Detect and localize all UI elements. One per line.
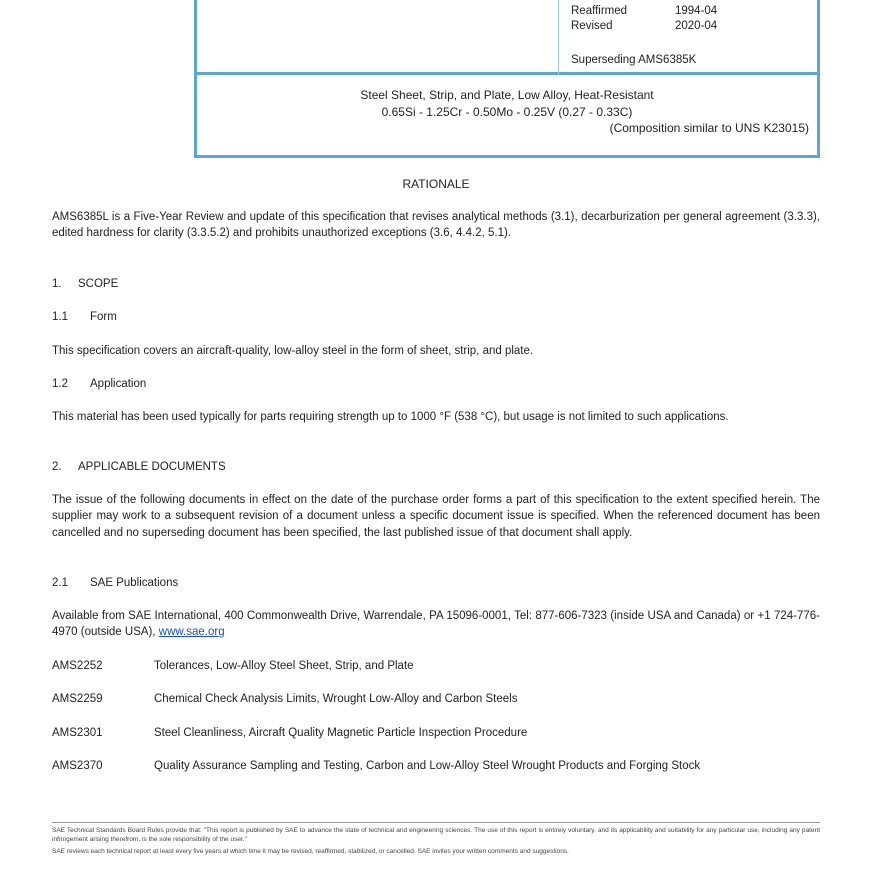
section-number: 2.: [52, 461, 62, 473]
document-header-box: [194, 0, 820, 158]
section-title: APPLICABLE DOCUMENTS: [78, 461, 226, 473]
section-heading-scope: [52, 276, 118, 292]
section-title: Form: [90, 311, 117, 323]
sae-website-link[interactable]: www.sae.org: [158, 626, 225, 639]
header-top-section: [197, 0, 817, 75]
document-list-item: [52, 691, 820, 707]
applicable-documents-text: The issue of the following documents in effect on the date of the purchase order forms a part of this specification to the extent specified herein. The supplier may work to a subsequent revision of a document unless a specific document issue is specified. When the referenced document has been cancelled and no superseding document has been specified, the last published issue of that document shall apply.: [52, 494, 820, 539]
header-left-cell: [197, 0, 559, 75]
section-number: 2.1: [52, 577, 68, 589]
form-text: This specification covers an aircraft-quality, low-alloy steel in the form of sheet, strip, and plate.: [52, 345, 534, 357]
page-footer: [52, 822, 820, 859]
date-row-reaffirmed: [571, 3, 717, 18]
date-row-revised: [571, 18, 717, 33]
section-title: Application: [90, 378, 147, 390]
application-text: This material has been used typically for parts requiring strength up to 1000 °F (538 °C), but usage is not limited to such applications.: [52, 411, 729, 423]
title-line: 0.65Si - 1.25Cr - 0.50Mo - 0.25V (0.27 - 0.33C): [381, 104, 633, 119]
date-value: 2020-04: [675, 20, 718, 32]
title-line: Steel Sheet, Strip, and Plate, Low Alloy, Heat-Resistant: [360, 88, 654, 102]
specification-title: [197, 87, 817, 137]
section-title: SAE Publications: [90, 577, 179, 589]
section-heading-sae-publications: [52, 575, 178, 591]
sae-address: Available from SAE International, 400 Commonwealth Drive, Warrendale, PA 15096-0001, Tel: 877-606-7323 (inside USA and Canada) or +1 724-776-4970 (outside USA),: [52, 610, 820, 639]
document-title: Chemical Check Analysis Limits, Wrought Low-Alloy and Carbon Steels: [154, 693, 518, 705]
document-id: AMS2370: [52, 760, 103, 772]
sae-publications-text: [52, 608, 820, 641]
document-title: Steel Cleanliness, Aircraft Quality Magnetic Particle Inspection Procedure: [154, 727, 528, 739]
rationale-text: AMS6385L is a Five-Year Review and update of this specification that revises analytical methods (3.1), decarburization per general agreement (3.3.3), edited hardness for clarity (3.3.5.2) and prohibits unauthorized exceptions (3.6, 4.4.2, 5.1).: [52, 211, 820, 240]
section-heading-application: [52, 376, 146, 392]
footer-review-note: SAE reviews each technical report at least every five years at which time it may be revised, reaffirmed, stabilized, or cancelled. SAE invites your written comments and suggestions.: [52, 847, 569, 855]
section-number: 1.2: [52, 378, 68, 390]
document-list-item: [52, 758, 820, 774]
rationale-heading: RATIONALE: [402, 177, 470, 191]
document-id: AMS2252: [52, 660, 103, 672]
section-heading-applicable-documents: [52, 459, 226, 475]
section-number: 1.1: [52, 311, 68, 323]
document-list-item: [52, 725, 820, 741]
document-title: Quality Assurance Sampling and Testing, Carbon and Low-Alloy Steel Wrought Products and Forging Stock: [154, 760, 701, 772]
document-list-item: [52, 658, 820, 674]
document-title: Tolerances, Low-Alloy Steel Sheet, Strip, and Plate: [154, 660, 414, 672]
header-date-cell: [571, 0, 811, 75]
composition-note: (Composition similar to UNS K23015): [609, 121, 809, 136]
footer-disclaimer: SAE Technical Standards Board Rules provide that: "This report is published by SAE to advance the state of technical and engineering sciences. The use of this report is entirely voluntary, and its applicability and suitability for any particular use, including any patent infringement arising therefrom, is the sole responsibility of the user.": [52, 827, 820, 843]
document-id: AMS2259: [52, 693, 103, 705]
date-label: Revised: [571, 20, 613, 32]
date-label: Reaffirmed: [571, 5, 628, 17]
document-id: AMS2301: [52, 727, 103, 739]
section-heading-form: [52, 309, 117, 325]
section-title: SCOPE: [78, 278, 119, 290]
date-value: 1994-04: [675, 5, 718, 17]
section-number: 1.: [52, 278, 62, 290]
date-list: [571, 3, 717, 33]
superseding-note: Superseding AMS6385K: [571, 54, 697, 66]
